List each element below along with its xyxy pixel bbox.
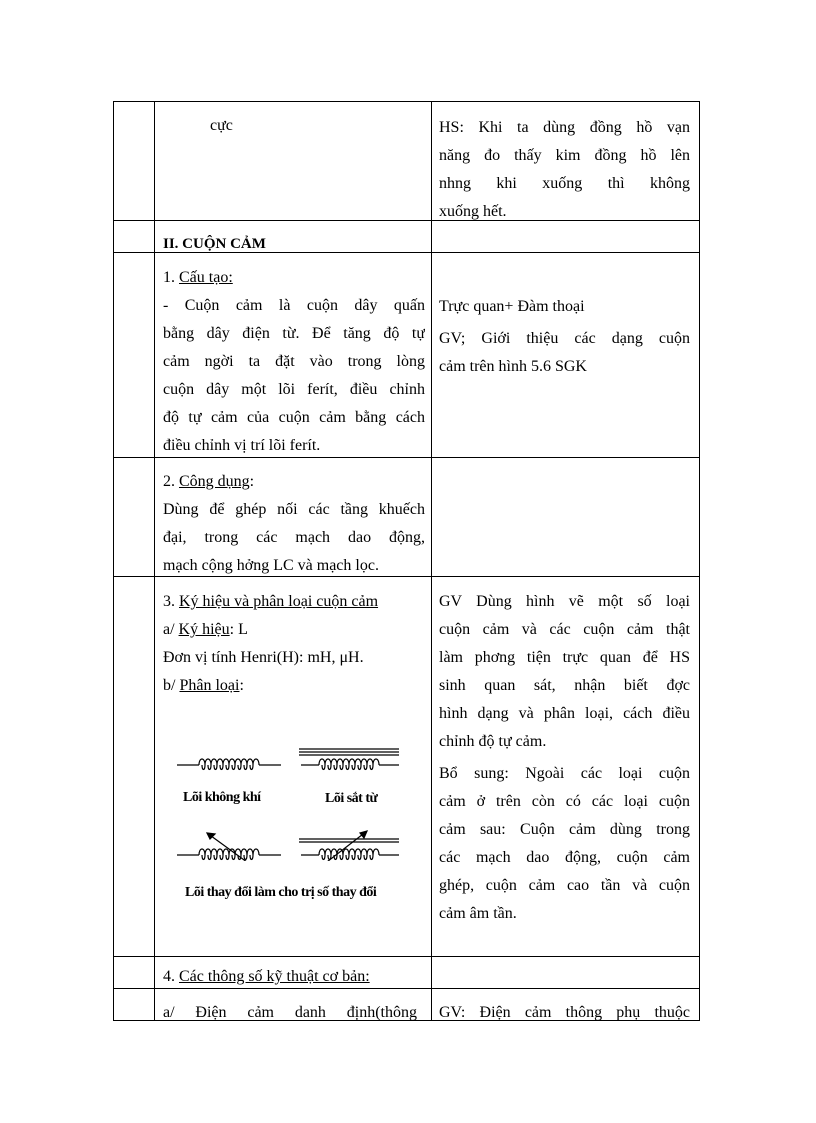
variable-iron-core-inductor-symbol — [299, 831, 399, 861]
row-border — [113, 252, 700, 253]
table-divider-2 — [431, 101, 432, 1021]
variable-air-core-inductor-symbol — [177, 833, 281, 861]
row7-right-text: GV: Điện cảm thông phụ thuộc — [439, 1004, 690, 1020]
row-border — [113, 956, 700, 957]
row3-left: 1. Cấu tạo: - Cuộn cảm là cuộn dây quấn bằng dây điện từ. Để tăng độ tự cảm ngời ta đặt vào trong lòng cuộn dây một lõi ferít, điều chỉnh độ tự cảm của cuộn cảm bằng cách điều chỉnh vị trí lõi ferít. — [163, 264, 425, 457]
table-divider-1 — [154, 101, 155, 1021]
subsection-title-1: 1. Cấu tạo: — [163, 269, 233, 286]
row1-left-text: cực — [210, 117, 233, 134]
row-border — [113, 576, 700, 577]
row-border — [113, 101, 700, 102]
table-border-right — [699, 101, 700, 1021]
row5-left: 3. Ký hiệu và phân loại cuộn cảm a/ Ký hiệu: L Đơn vị tính Henri(H): mH, μH. b/ Phân loại: — [163, 588, 425, 700]
lesson-table — [113, 101, 700, 1021]
iron-core-inductor-symbol — [299, 749, 399, 770]
variable-core-label: Lõi thay đổi làm cho trị số thay đổi — [185, 885, 377, 900]
row-border — [113, 1020, 700, 1021]
table-border-left — [113, 101, 114, 1021]
row3-right: Trực quan+ Đàm thoại GV; Giới thiệu các dạng cuộn cảm trên hình 5.6 SGK — [439, 298, 690, 375]
air-core-inductor-symbol — [177, 759, 281, 770]
subsection-title-2: 2. Công dụng: — [163, 473, 255, 490]
iron-core-label: Lõi sắt từ — [325, 791, 378, 806]
subsection-title-4: 4. Các thông số kỹ thuật cơ bản: — [163, 968, 370, 985]
section-heading: II. CUỘN CẢM — [163, 236, 266, 252]
row7-left-text: a/ Điện cảm danh định(thông — [163, 1004, 417, 1020]
subsection-title-3: 3. Ký hiệu và phân loại cuộn cảm — [163, 593, 379, 610]
row4-left: 2. Công dụng: Dùng để ghép nối các tầng khuếch đại, trong các mạch dao động, mạch cộng hởng LC và mạch lọc. — [163, 468, 425, 576]
row5-right: GV Dùng hình vẽ một số loại cuộn cảm và các cuộn cảm thật làm phơng tiện trực quan để HS sinh quan sát, nhận biết đợc hình dạng và phân loại, cách điều chỉnh độ tự cảm. Bổ sung: Ngoài các loại cuộn cảm ở trên còn có các loại cuộn cảm sau: Cuộn cảm dùng trong các mạch dao động, cuộn cảm ghép, cuộn cảm cao tần và cuộn cảm âm tần. — [439, 593, 690, 922]
row1-right-text: HS: Khi ta dùng đồng hồ vạn năng đo thấy kim đồng hồ lên nhng khi xuống thì không xuống hết. — [439, 119, 690, 220]
row-border — [113, 988, 700, 989]
row-border — [113, 457, 700, 458]
air-core-label: Lõi không khí — [183, 790, 261, 805]
